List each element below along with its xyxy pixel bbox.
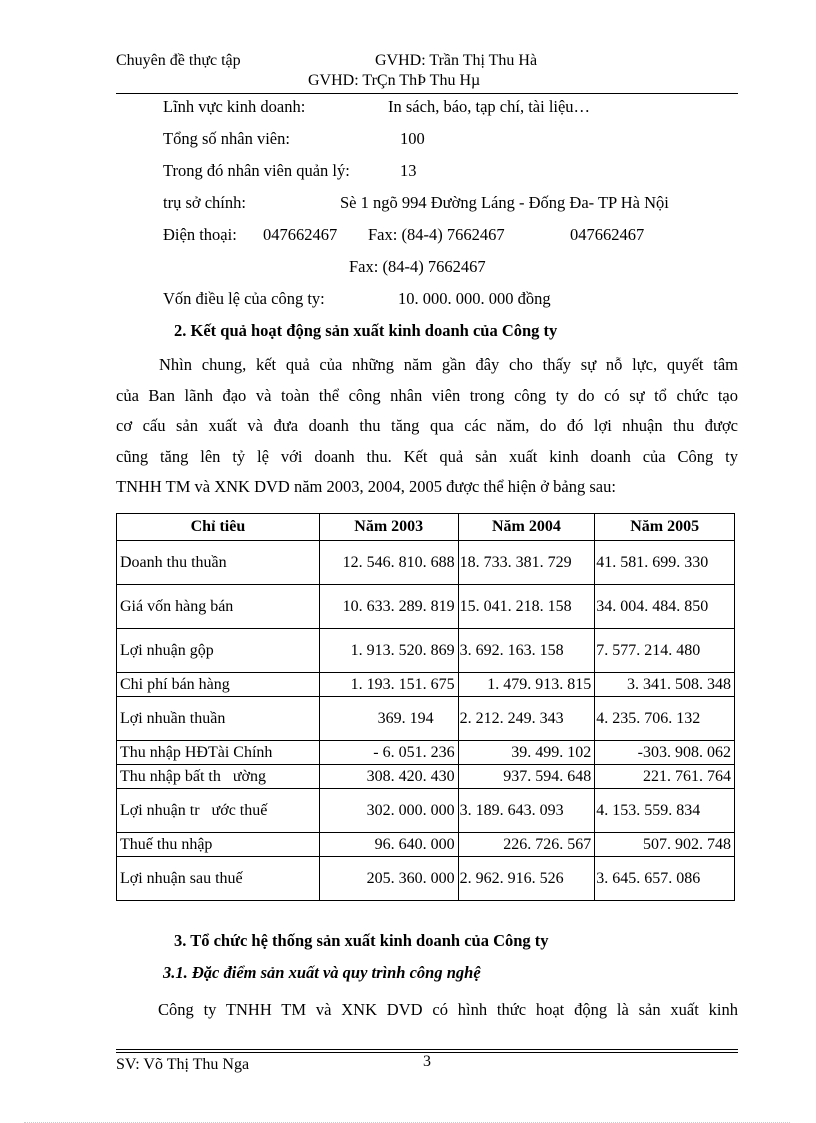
hq-label: trụ sở chính: [163,193,246,212]
table-row [117,789,735,833]
row-label: Doanh thu thuần [117,541,320,585]
cell-2004: 226. 726. 567 [458,833,595,857]
cell-2005: 4. 235. 706. 132 [595,697,735,741]
cell-2003: 96. 640. 000 [319,833,458,857]
cell-2005: -303. 908. 062 [595,741,735,765]
section3-subheading: 3.1. Đặc điểm sản xuất và quy trình công nghệ [163,963,481,982]
cell-2004: 2. 212. 249. 343 [458,697,595,741]
table-row [117,629,735,673]
table-row [117,857,735,901]
cell-2004: 3. 189. 643. 093 [458,789,595,833]
cell-2003: 369. 194 [319,697,458,741]
table-row [117,697,735,741]
section2-line: TNHH TM và XNK DVD năm 2003, 2004, 2005 được thể hiện ở bảng sau: [116,477,616,496]
section2-line: Nhìn chung, kết quả của những năm gần đây cho thấy sự nỗ lực, quyết tâm [159,355,738,374]
cell-2004: 39. 499. 102 [458,741,595,765]
mgr-label: Trong đó nhân viên quản lý: [163,161,350,180]
row-label: Lợi nhuận tr ước thuế [117,789,320,833]
footer-student: SV: Võ Thị Thu Nga [116,1056,250,1073]
header-gvhd-garbled: GVHD: TrÇn ThÞ Thu Hµ [308,72,481,89]
capital-label: Vốn điều lệ của công ty: [163,289,325,308]
table-row [117,765,735,789]
cell-2003: 1. 913. 520. 869 [319,629,458,673]
cell-2005: 3. 341. 508. 348 [595,673,735,697]
cell-2004: 2. 962. 916. 526 [458,857,595,901]
row-label: Thu nhập bất th ường [117,765,320,789]
section2-paragraph [116,350,738,503]
cell-2005: 7. 577. 214. 480 [595,629,735,673]
cell-2005: 221. 761. 764 [595,765,735,789]
cell-2005: 41. 581. 699. 330 [595,541,735,585]
section2-heading: 2. Kết quả hoạt động sản xuất kinh doanh của Công ty [174,321,558,340]
phone-value: 047662467 [263,225,338,244]
table-row [117,541,735,585]
cell-2003: 302. 000. 000 [319,789,458,833]
row-label: Lợi nhuần thuần [117,697,320,741]
table-row [117,673,735,697]
phone-value-2: 047662467 [570,225,645,244]
table-row [117,741,735,765]
staff-value: 100 [400,129,425,148]
row-label: Chi phí bán hàng [117,673,320,697]
row-label: Giá vốn hàng bán [117,585,320,629]
section2-line: của Ban lãnh đạo và toàn thể công nhân viên trong công ty do có sự tổ chức tạo [116,385,738,405]
cell-2004: 15. 041. 218. 158 [458,585,595,629]
table-row [117,833,735,857]
col-header-indicator: Chỉ tiêu [117,514,320,541]
cell-2005: 4. 153. 559. 834 [595,789,735,833]
section3-heading: 3. Tổ chức hệ thống sản xuất kinh doanh của Công ty [174,931,549,950]
cell-2003: 10. 633. 289. 819 [319,585,458,629]
row-label: Lợi nhuận gộp [117,629,320,673]
page-number: 3 [423,1053,431,1070]
cell-2005: 3. 645. 657. 086 [595,857,735,901]
fax-value-2: Fax: (84-4) 7662467 [349,257,486,276]
table-header-row [117,514,735,541]
col-header-2004: Năm 2004 [458,514,595,541]
results-table [116,513,735,901]
section2-line: cơ cấu sản xuất và đưa doanh thu tăng qua các năm, do đó lợi nhuận thu được [116,416,738,435]
cell-2004: 18. 733. 381. 729 [458,541,595,585]
col-header-2005: Năm 2005 [595,514,735,541]
cell-2005: 34. 004. 484. 850 [595,585,735,629]
hq-value: Sè 1 ngõ 994 Đường Láng - Đống Đa- TP Hà Nội [340,193,669,212]
col-header-2003: Năm 2003 [319,514,458,541]
row-label: Thu nhập HĐTài Chính [117,741,320,765]
header-rule [116,93,738,94]
cell-2004: 3. 692. 163. 158 [458,629,595,673]
row-label: Lợi nhuận sau thuế [117,857,320,901]
cell-2003: - 6. 051. 236 [319,741,458,765]
staff-label: Tổng số nhân viên: [163,129,290,148]
cell-2004: 1. 479. 913. 815 [458,673,595,697]
header-left: Chuyên đề thực tập [116,52,241,69]
cell-2005: 507. 902. 748 [595,833,735,857]
cell-2003: 308. 420. 430 [319,765,458,789]
phone-label: Điện thoại: [163,225,237,244]
section3-line: Công ty TNHH TM và XNK DVD có hình thức hoạt động là sản xuất kinh [158,1000,738,1019]
header-gvhd: GVHD: Trần Thị Thu Hà [375,52,538,69]
capital-value: 10. 000. 000. 000 đồng [398,289,551,308]
footer-rule-top [116,1049,738,1050]
fax-value: Fax: (84-4) 7662467 [368,225,505,244]
cell-2003: 205. 360. 000 [319,857,458,901]
table-row [117,585,735,629]
cell-2004: 937. 594. 648 [458,765,595,789]
section2-line: cũng tăng lên tỷ lệ với doanh thu. Kết quả sản xuất kinh doanh của Công ty [116,446,738,466]
row-label: Thuế thu nhập [117,833,320,857]
cell-2003: 1. 193. 151. 675 [319,673,458,697]
mgr-value: 13 [400,161,417,180]
field-label: Lĩnh vực kinh doanh: [163,97,306,116]
cell-2003: 12. 546. 810. 688 [319,541,458,585]
field-value: In sách, báo, tạp chí, tài liệu… [388,97,591,116]
